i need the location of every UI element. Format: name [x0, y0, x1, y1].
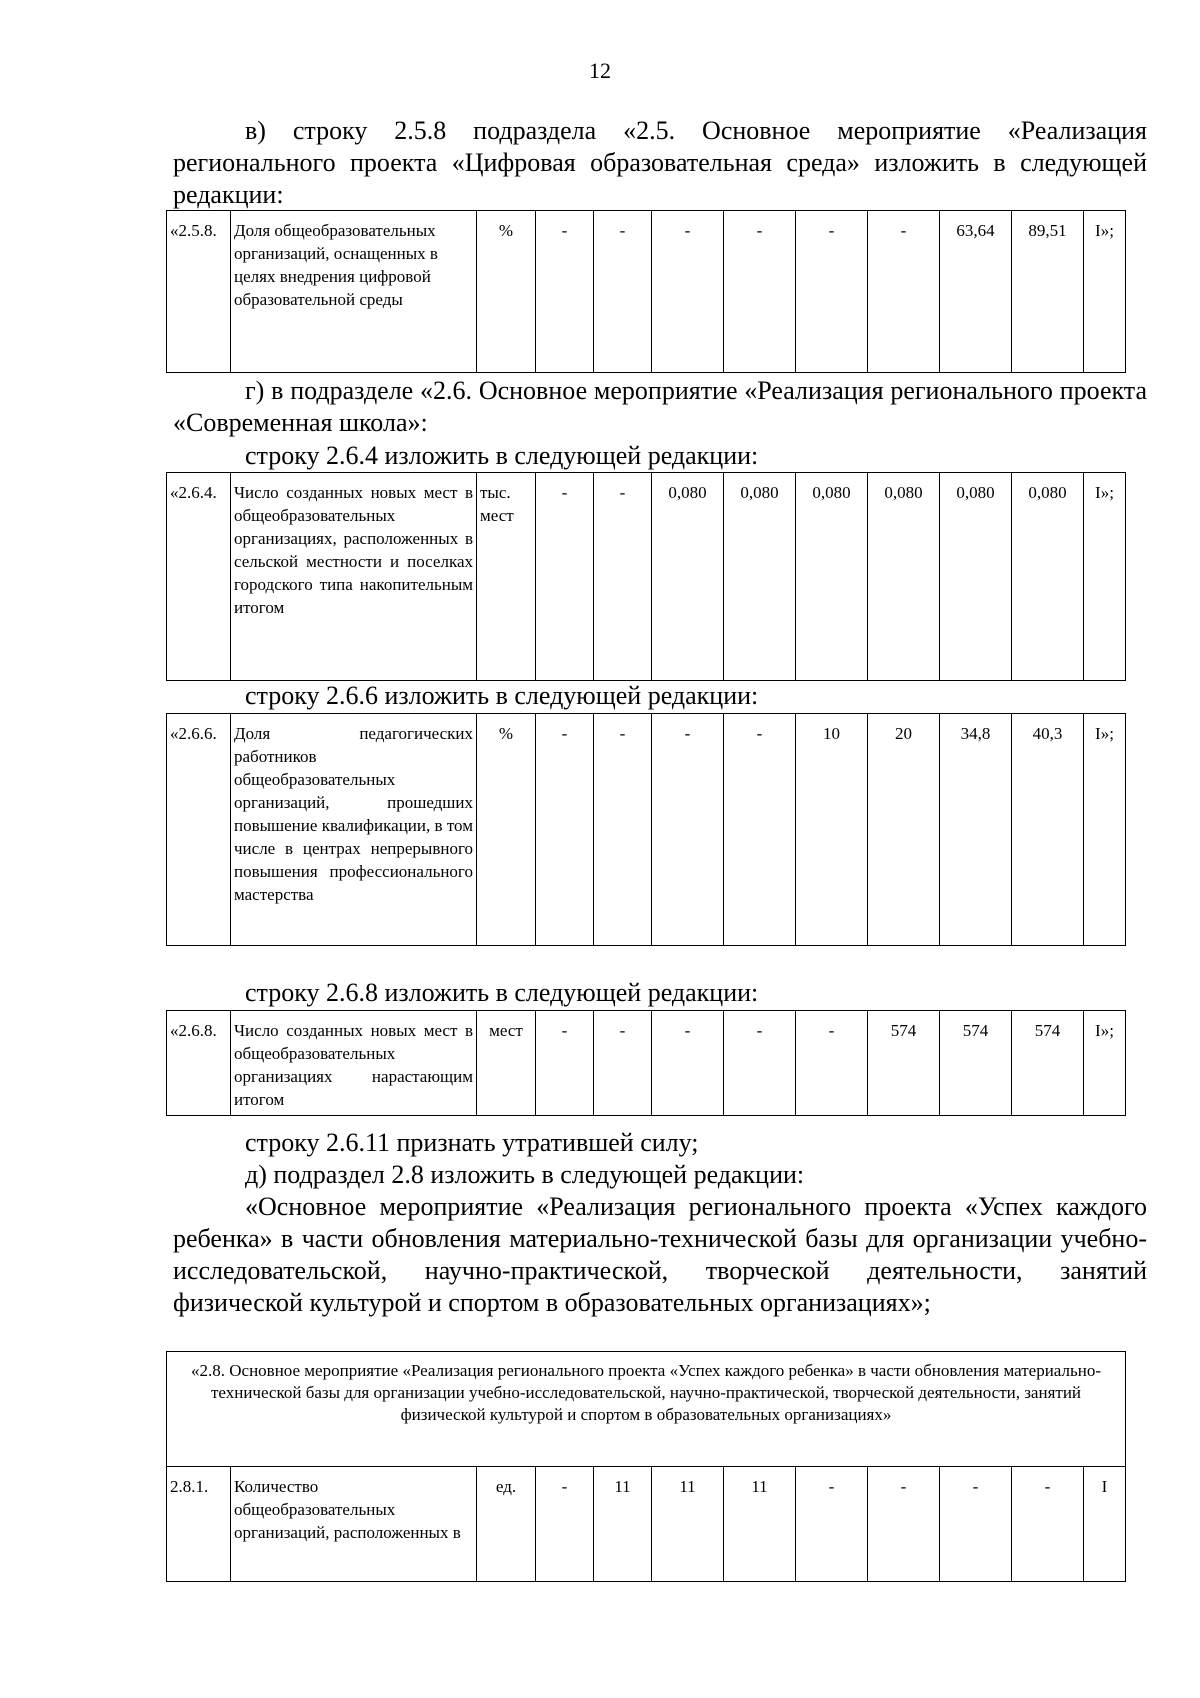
value-cell: - — [724, 211, 796, 373]
value-cell: 34,8 — [940, 714, 1012, 946]
value-cell: 11 — [652, 1467, 724, 1582]
value-cell: - — [868, 1467, 940, 1582]
paragraph-g: г) в подразделе «2.6. Основное мероприятие «Реализация регионального проекта «Современная школа»: — [173, 376, 1147, 437]
value-cell: 574 — [868, 1011, 940, 1116]
end-cell: I — [1084, 1467, 1126, 1582]
value-cell: 63,64 — [940, 211, 1012, 373]
row-number: «2.5.8. — [167, 211, 231, 373]
value-cell: - — [652, 714, 724, 946]
value-cell: 0,080 — [1012, 473, 1084, 681]
line-2-6-6: строку 2.6.6 изложить в следующей редакции: — [245, 681, 759, 710]
indicator-name: Доля общеобразовательных организаций, оснащенных в целях внедрения цифровой образовательной среды — [231, 211, 477, 373]
value-cell: 11 — [724, 1467, 796, 1582]
value-cell: - — [536, 211, 594, 373]
table-2-8 — [166, 1351, 1126, 1582]
paragraph-v: в) строку 2.5.8 подраздела «2.5. Основное мероприятие «Реализация регионального проекта «Цифровая образовательная среда» изложить в следующей редакции: — [173, 116, 1147, 209]
value-cell: - — [594, 473, 652, 681]
value-cell: - — [796, 211, 868, 373]
end-cell: I»; — [1084, 714, 1126, 946]
unit-cell: ед. — [477, 1467, 536, 1582]
value-cell: - — [724, 1011, 796, 1116]
value-cell: - — [796, 1011, 868, 1116]
line-d: д) подраздел 2.8 изложить в следующей редакции: — [245, 1160, 805, 1189]
table-row-2-6-8 — [166, 1010, 1126, 1116]
row-number: «2.6.8. — [167, 1011, 231, 1116]
value-cell: 0,080 — [940, 473, 1012, 681]
value-cell: 574 — [1012, 1011, 1084, 1116]
paragraph-main-event: «Основное мероприятие «Реализация регионального проекта «Успех каждого ребенка» в части обновления материально-технической базы для организации учебно-исследовательской, научно-практической, творческой деятельности, занятий физической культурой и спортом в образовательных организациях»; — [173, 1192, 1147, 1317]
row-number: «2.6.4. — [167, 473, 231, 681]
value-cell: - — [536, 473, 594, 681]
value-cell: 574 — [940, 1011, 1012, 1116]
table-row-2-6-4 — [166, 472, 1126, 681]
indicator-name: Число созданных новых мест в общеобразовательных организациях, расположенных в сельской местности и поселках городского типа накопительным итогом — [231, 473, 477, 681]
value-cell: - — [594, 1011, 652, 1116]
value-cell: - — [1012, 1467, 1084, 1582]
table-row-2-6-6 — [166, 713, 1126, 946]
section-header: «2.8. Основное мероприятие «Реализация регионального проекта «Успех каждого ребенка» в части обновления материально-технической базы для организации учебно-исследовательской, научно-практической, творческой деятельности, занятий физической культурой и спортом в образовательных организациях» — [167, 1352, 1126, 1467]
line-2-6-8: строку 2.6.8 изложить в следующей редакции: — [245, 978, 759, 1007]
value-cell: - — [724, 714, 796, 946]
line-2-6-4: строку 2.6.4 изложить в следующей редакции: — [245, 441, 759, 470]
unit-cell: % — [477, 714, 536, 946]
value-cell: 0,080 — [796, 473, 868, 681]
unit-cell: тыс. мест — [477, 473, 536, 681]
value-cell: 0,080 — [868, 473, 940, 681]
value-cell: - — [940, 1467, 1012, 1582]
value-cell: 40,3 — [1012, 714, 1084, 946]
unit-cell: мест — [477, 1011, 536, 1116]
value-cell: 20 — [868, 714, 940, 946]
unit-cell: % — [477, 211, 536, 373]
table-row-2-5-8 — [166, 210, 1126, 373]
indicator-name: Число созданных новых мест в общеобразовательных организациях нарастающим итогом — [231, 1011, 477, 1116]
end-cell: I»; — [1084, 1011, 1126, 1116]
value-cell: 11 — [594, 1467, 652, 1582]
page-number: 12 — [589, 58, 611, 83]
value-cell: 0,080 — [724, 473, 796, 681]
value-cell: - — [536, 1467, 594, 1582]
value-cell: - — [536, 714, 594, 946]
value-cell: 0,080 — [652, 473, 724, 681]
end-cell: I»; — [1084, 473, 1126, 681]
indicator-name: Доля педагогических работников общеобразовательных организаций, прошедших повышение квалификации, в том числе в центрах непрерывного повышения профессионального мастерства — [231, 714, 477, 946]
indicator-name: Количество общеобразовательных организаций, расположенных в — [231, 1467, 477, 1582]
value-cell: - — [652, 211, 724, 373]
value-cell: - — [594, 714, 652, 946]
row-number: 2.8.1. — [167, 1467, 231, 1582]
value-cell: 10 — [796, 714, 868, 946]
line-2-6-11: строку 2.6.11 признать утратившей силу; — [245, 1128, 699, 1157]
value-cell: - — [796, 1467, 868, 1582]
value-cell: - — [868, 211, 940, 373]
value-cell: - — [536, 1011, 594, 1116]
end-cell: I»; — [1084, 211, 1126, 373]
value-cell: 89,51 — [1012, 211, 1084, 373]
row-number: «2.6.6. — [167, 714, 231, 946]
value-cell: - — [652, 1011, 724, 1116]
value-cell: - — [594, 211, 652, 373]
